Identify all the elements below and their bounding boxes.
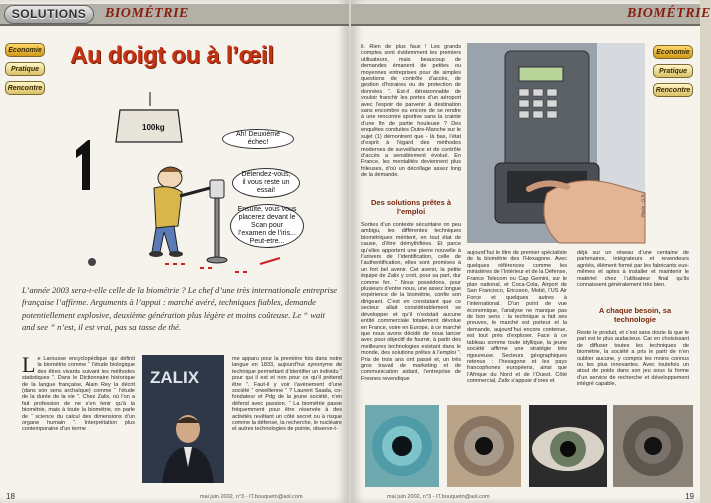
heading-solutions-pretes: Des solutions prêtes à l’emploi (370, 198, 452, 216)
page-number-right: 19 (685, 492, 694, 501)
speech-bubble-3: Ensuite, vous vous placerez devant le Scan pour l’examen de l’iris... Peut-etre... (230, 204, 304, 248)
nav-tab-pratique-right[interactable]: Pratique (653, 64, 693, 78)
speech-bubble-1: Ah! Deuxième échec! (222, 129, 294, 149)
header-line (0, 24, 349, 26)
solutions-badge: SOLUTIONS (4, 5, 94, 24)
nav-tab-rencontre-right[interactable]: Rencontre (653, 83, 693, 97)
nav-tab-economie[interactable]: Economie (5, 43, 45, 57)
heading-chaque-besoin: A chaque besoin, sa technologie (598, 306, 672, 324)
photo-credit: Photo : D.R. (641, 193, 646, 218)
photo-fingerprint-terminal (467, 43, 645, 243)
eye-photo-4 (613, 405, 693, 487)
digit-one (76, 140, 90, 190)
right-column-2: aujourd’hui le titre de premier spécialiste de la biométrie des l’Hexagone. Avec quelques références comme les ministères de l’Intérieur et de la Défense, France Telecom ou Cap Gemini, sur le plan national, et Coca-Cola, Airport de San Francisco, Ericsson, Mobil, l’US Air Force et quelques autres à l’international. D’un point de vue économique, l’analyse ne manque pas de bon sens : la technique a fait ses preuves, le marché est porteur et la demande, aujourd’hui encore contenue, est tout près d’exploser. Face à ce tableau somme toute idyllique, la jeune société affirme une stratégie très rigoureuse. Secteurs géographiques retenus : l’hexagone et les pays francophones européens, ainsi que l’Afrique du Nord et de l’Ouest. Côté commercial, Zalix s’appuie d’ores et (467, 250, 567, 385)
weight-label: 100kg (142, 123, 165, 132)
nav-tab-pratique[interactable]: Pratique (5, 62, 45, 76)
header-line-right (351, 24, 700, 26)
eye-photo-3 (529, 405, 607, 487)
footer-left: mai juin 2002, n°3 - IT.bouquetn@aol.com (200, 494, 303, 500)
left-page (0, 0, 349, 503)
eye-photo-1 (365, 405, 439, 487)
side-nav-right (653, 45, 693, 97)
photo-zalix-ceo (142, 355, 224, 483)
cartoon-illustration (60, 92, 305, 274)
right-page (351, 0, 711, 503)
drop-cap: L (22, 352, 36, 377)
nav-tab-economie-right[interactable]: Economie (653, 45, 693, 59)
zalix-sign: ZALIX (150, 368, 200, 387)
left-column-1-text: e Larousse encyclopédique qui définit la biométrie comme “ l’étude biologique des êtres vivants suivant les méthodes statistiques ”. Dans le Dictionnaire historique de la langue française, Alain Rey la décrit (dans son sens archaïque) comme “ l’étude de la durée de la vie ”. Chez Zalix, où l’on a fait profession de ne s’en tenir qu’à la biométrie, mais à toute la biométrie, on parle de “ science du calcul des dimensions d’un organe humain ”. Interprétation plus contemporaine d’un terme (22, 356, 135, 433)
left-column-1 (22, 352, 135, 484)
speech-bubble-2: Détendez-vous, il vous reste un essai! (232, 168, 300, 198)
right-column-1: il. Rien de plus faux ! Les grands comptes sont évidemment les premiers utilisateurs, mais beaucoup de demandes émanent de petites ou moyennes entreprises pour de simples questions de contrôle d’accès, de gestion d’horaires ou de protection de données ”. Est-il déraisonnable de vouloir franchir les portes d’un aéroport avec l’espoir de parvenir à destination sans encombre ou encore de se rendre à une rencontre sportive sans la crainte d’une fin de partie houleuse ? Des enquêtes conduites Outre-Manche sur le sujet (1) démontrent que - là bas, l’état d’esprit à l’égard des méthodes modernes de surveillance et de contrôle d’accès a sensiblement évolué. En France, les mentalités deviennent plus frileuses, d’où un décollage assez long de la demande. (361, 44, 461, 179)
left-column-2: me apparu pour la première fois dans notre langue en 1833, aujourd’hui synonyme de technique permettant d’identifier un individu “ pour qui il est et non pour ce qu’il prétend être ”. Faut-il y voir l’avènement d’une société “ orwellienne ” ? Laurent Saada, co-fondateur et Pdg de la jeune société, n’en défend avec passion. “ La biométrie passe fréquemment pour être réservée à des activités revêtant un côté secret ou à risque comme la défense, la recherche, le nucléaire et autres technologies de pointe, observe-t- (232, 356, 342, 433)
section-title-right: BIOMÉTRIE (627, 6, 711, 21)
right-column-1b: Sorties d’un contexte sécuritaire on peu ambigu, les différentes techniques biométriques méritent, en tout état de cause, d’être démythifiées. Et parce qu’elles apportent une pierre nouvelle à l’univers de l’identification, celle de l’authentification, elles sont promises à un fort bel avenir. Cet avenir, la petite équipe de Zalix y croit, pour sa part, dur comme fer. “ Nous possédons, pour plusieurs d’entre nous, une assez longue expérience de la biométrie, confie son dirigeant. C’est en constatant que ce secteur allait considérablement se développer et qu’il n’existait aucune entité commerciale totalement dévolue en France, voire en Europe, à ce marché que nous avons décidé de nous lancer avec pour objectif de fournir, à partir des meilleures technologies existant dans le monde, des solutions prêtes à l’emploi ”. Pris de trois ans ont passé et, un très gros travail de marketing et de communication aidant, l’entreprise de Fresnes revendique (361, 222, 461, 382)
right-column-3: déjà sur un réseau d’une centaine de partenaires, intégrateurs et revendeurs agréés, élément formé par les fabricants eux-mêmes et aptes à installer et maintenir le matériel chez l’utilisateur final qu’ils connaissent généralement très bien. (577, 250, 689, 289)
side-nav (5, 43, 45, 95)
intro-paragraph: L’année 2003 sera-t-elle celle de la biométrie ? Le chef d’une très internationale entreprise française l’affirme. Arguments à l’appui : marché avéré, techniques fiables, demande potentiellement explosive, deuxième génération plus légère et moins coûteuse. Le “ wait and see ” n’est, il est vrai, pas sa tasse de thé. (22, 285, 338, 332)
eye-photo-2 (447, 405, 521, 487)
headline: Au doigt ou à l’œil (70, 42, 274, 69)
nav-tab-rencontre[interactable]: Rencontre (5, 81, 45, 95)
footer-right: mai juin 2002, n°3 - IT.bouquetn@aol.com (387, 494, 490, 500)
right-column-3b: Reste le produit, et c’est sans doute là que le pari est le plus audacieux. Car en choisissant de diffuser toutes les techniques de biométrie, la société a pris le parti de n’en oublier aucune, y compris les moins connus ou les plus innovantes. Avec toutefois un atout de poids dans son jeu sous la forme d’un service de recherche et développement intégré capable, (577, 330, 689, 388)
section-title: BIOMÉTRIE (105, 6, 189, 21)
page-number-left: 18 (6, 492, 15, 501)
